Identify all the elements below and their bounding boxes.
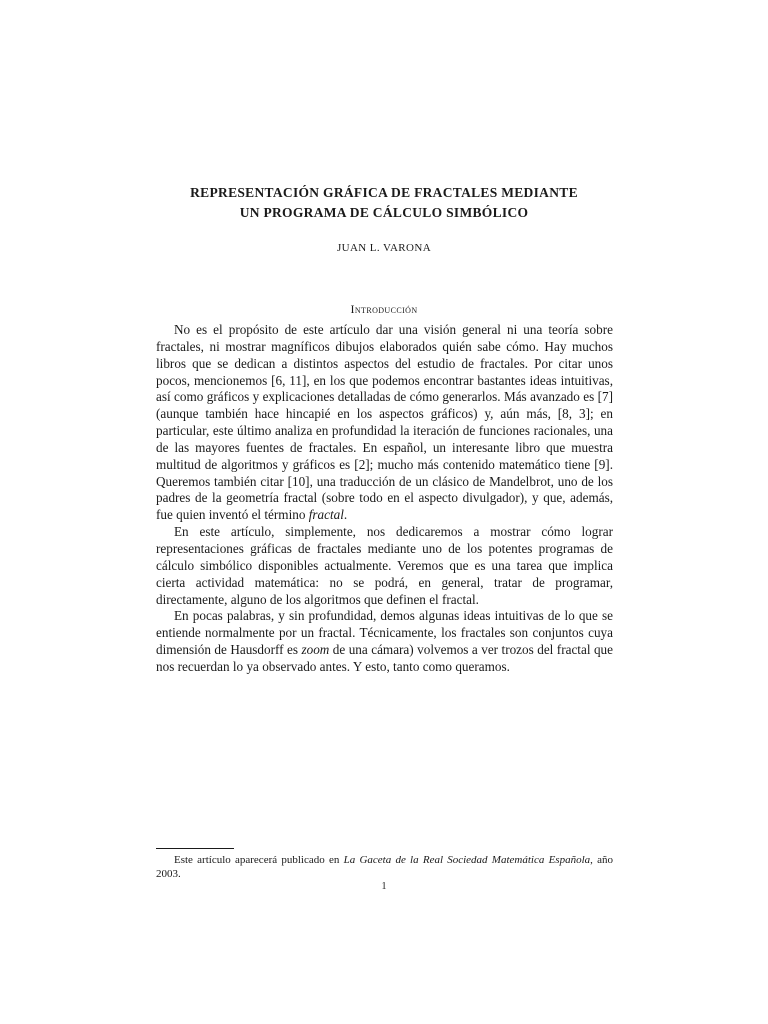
section-heading: Introducción [350, 302, 418, 316]
body-text [156, 322, 613, 676]
paper-title [0, 183, 768, 223]
term-fraccionaria: zoom [301, 642, 330, 658]
footnote-rule [156, 848, 234, 849]
footnote: Este artículo aparecerá publicado en La Gaceta de la Real Sociedad Matemática Española, año 2003. [156, 854, 613, 880]
paragraph-2: En este artículo, simplemente, nos dedicaremos a mostrar cómo lograr representaciones gráficas de fractales mediante uno de los potentes programas de cálculo simbólico disponibles actualmente. Veremos que es una tarea que implica cierta actividad matemática: no se podrá, en general, tratar de programar, directamente, alguno de los algoritmos que definen el fractal. [156, 524, 613, 607]
paragraph-3: En pocas palabras, y sin profundidad, demos algunas ideas intuitivas de lo que se entiende normalmente por un fractal. Técnicamente, los fractales son conjuntos cuya dimensión de Hausdorff es zoom de una cámara) volvemos a ver trozos del fractal que nos recuerdan lo ya observado antes. Y esto, tanto como queramos. [156, 608, 613, 674]
paragraph-1: No es el propósito de este artículo dar una visión general ni una teoría sobre fractales, ni mostrar magníficos dibujos elaborados quién sabe cómo. Hay muchos libros que se dedican a distintos aspectos del estudio de fractales. Por citar unos pocos, mencionemos [6, 11], en los que podemos encontrar bastantes ideas intuitivas, así como gráficos y explicaciones detalladas de cómo generarlos. Más avanzado es [7] (aunque también hace hincapié en los aspectos gráficos) y, aún más, [8, 3]; en particular, este último analiza en profundidad la iteración de funciones racionales, una de las mayores fuentes de fractales. En español, un interesante libro que muestra multitud de algoritmos y gráficos es [2]; mucho más contenido matemático tiene [9]. Queremos también citar [10], una traducción de un clásico de Mandelbrot, uno de los padres de la geometría fractal (sobre todo en el aspecto divulgador), y que, además, fue quien inventó el término fractal. [156, 322, 613, 523]
author-name: JUAN L. VARONA [336, 242, 432, 254]
title-line-2: UN PROGRAMA DE CÁLCULO SIMBÓLICO [239, 205, 529, 220]
journal-name: La Gaceta de la Real Sociedad Matemática Española [343, 854, 591, 866]
page-number: 1 [381, 881, 387, 892]
term-fractal: fractal [308, 507, 344, 523]
title-line-1: REPRESENTACIÓN GRÁFICA DE FRACTALES MEDIANTE [190, 185, 578, 200]
